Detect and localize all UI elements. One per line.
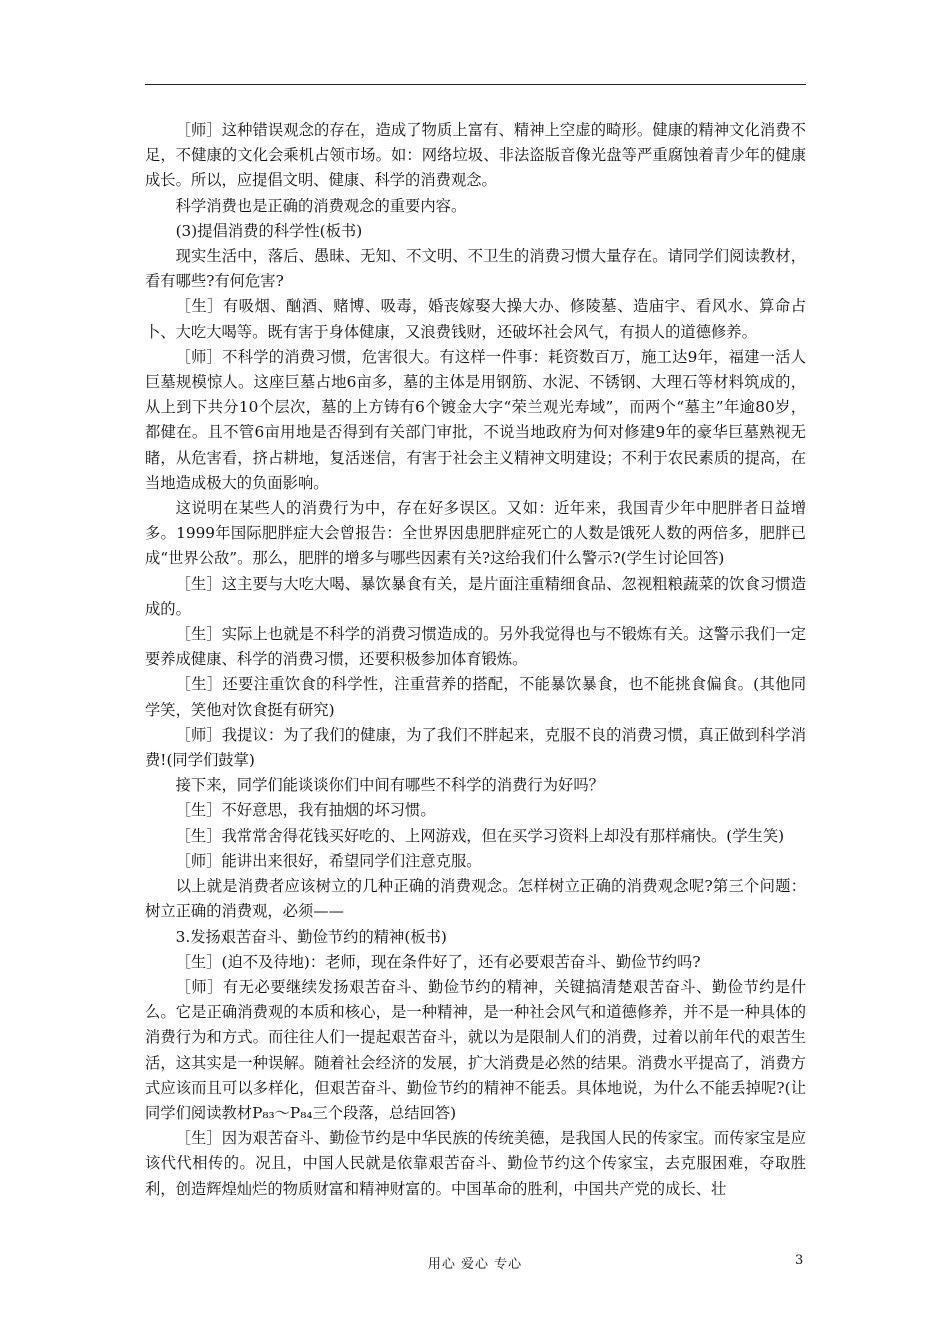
paragraph-4: 现实生活中，落后、愚昧、无知、不文明、不卫生的消费习惯大量存在。请同学们阅读教材，看有哪些?有何危害?	[145, 247, 806, 291]
paragraph-2: 科学消费也是正确的消费观念的重要内容。	[175, 196, 467, 215]
paragraph-11: ［师］我提议：为了我们的健康，为了我们不胖起来，克服不良的消费习惯，真正做到科学消费!(同学们鼓掌)	[145, 725, 806, 770]
paragraph-18: ［生］(迫不及待地)：老师，现在条件好了，还有必要艰苦奋斗、勤俭节约吗?	[175, 952, 701, 971]
paragraph-8: ［生］这主要与大吃大喝、暴饮暴食有关，是片面注重精细食品、忽视粗粮蔬菜的饮食习惯造成的。	[145, 574, 806, 618]
paragraph-20: ［生］因为艰苦奋斗、勤俭节约是中华民族的传统美德，是我国人民的传家宝。而传家宝是应该代代相传的。况且，中国人民就是依靠艰苦奋斗、勤俭节约这个传家宝，去克服困难，夺取胜利，创造辉煌灿烂的物质财富和精神财富的。中国革命的胜利，中国共产党的成长、壮	[145, 1129, 806, 1198]
paragraph-9: ［生］实际上也就是不科学的消费习惯造成的。另外我觉得也与不锻炼有关。这警示我们一定要养成健康、科学的消费习惯，还要积极参加体育锻炼。	[145, 625, 806, 669]
header-rule	[145, 84, 806, 85]
footer-motto: 用心 爱心 专心	[427, 1257, 523, 1272]
document-body	[145, 118, 806, 1202]
paragraph-17-heading: 3.发扬艰苦奋斗、勤俭节约的精神(板书)	[175, 927, 447, 946]
paragraph-16: 以上就是消费者应该树立的几种正确的消费观念。怎样树立正确的消费观念呢?第三个问题：树立正确的消费观，必须——	[145, 877, 806, 921]
paragraph-5: ［生］有吸烟、酗酒、赌博、吸毒，婚丧嫁娶大操大办、修陵墓、造庙宇、看风水、算命占卜、大吃大喝等。既有害于身体健康，又浪费钱财，还破坏社会风气，有损人的道德修养。	[145, 297, 806, 341]
paragraph-19: ［师］有无必要继续发扬艰苦奋斗、勤俭节约的精神，关键搞清楚艰苦奋斗、勤俭节约是什么。它是正确消费观的本质和核心，是一种精神，是一种社会风气和道德修养，并不是一种具体的消费行为和方式。而往往人们一提起艰苦奋斗，就以为是限制人们的消费，过着以前年代的艰苦生活，这其实是一种误解。随着社会经济的发展，扩大消费是必然的结果。消费水平提高了，消费方式应该而且可以多样化，但艰苦奋斗、勤俭节约的精神不能丢。具体地说，为什么不能丢掉呢?(让同学们阅读教材P₈₃～P₈₄三个段落，总结回答)	[145, 977, 806, 1122]
paragraph-13: ［生］不好意思，我有抽烟的坏习惯。	[175, 801, 436, 820]
paragraph-15: ［师］能讲出来很好，希望同学们注意克服。	[175, 851, 482, 870]
paragraph-3-heading: (3)提倡消费的科学性(板书)	[175, 221, 363, 240]
paragraph-6: ［师］不科学的消费习惯，危害很大。有这样一件事：耗资数百万，施工达9年，福建一活人巨墓规模惊人。这座巨墓占地6亩多，墓的主体是用钢筋、水泥、不锈钢、大理石等材料筑成的，从上到下共分10个层次，墓的上方铸有6个镀金大字“荣兰观光寿域”，而两个“墓主”年逾80岁，都健在。且不管6亩用地是否得到有关部门审批，不说当地政府为何对修建9年的豪华巨墓熟视无睹，从危害看，挤占耕地，复活迷信，有害于社会主义精神文明建设；不利于农民素质的提高，在当地造成极大的负面影响。	[145, 347, 806, 492]
paragraph-7: 这说明在某些人的消费行为中，存在好多误区。又如：近年来，我国青少年中肥胖者日益增多。1999年国际肥胖症大会曾报告：全世界因患肥胖症死亡的人数是饿死人数的两倍多，肥胖已成“世界公敌”。那么，肥胖的增多与哪些因素有关?这给我们什么警示?(学生讨论回答)	[145, 499, 806, 568]
paragraph-14: ［生］我常常舍得花钱买好吃的、上网游戏，但在买学习资料上却没有那样痛快。(学生笑)	[175, 826, 785, 845]
paragraph-10: ［生］还要注重饮食的科学性，注重营养的搭配，不能暴饮暴食，也不能挑食偏食。(其他同学笑，笑他对饮食挺有研究)	[145, 675, 806, 719]
paragraph-1: ［师］这种错误观念的存在，造成了物质上富有、精神上空虚的畸形。健康的精神文化消费不足，不健康的文化会乘机占领市场。如：网络垃圾、非法盗版音像光盘等严重腐蚀着青少年的健康成长。所以，应提倡文明、健康、科学的消费观念。	[145, 121, 806, 190]
page-number: 3	[795, 1253, 804, 1268]
paragraph-12: 接下来，同学们能谈谈你们中间有哪些不科学的消费行为好吗？	[175, 776, 604, 795]
